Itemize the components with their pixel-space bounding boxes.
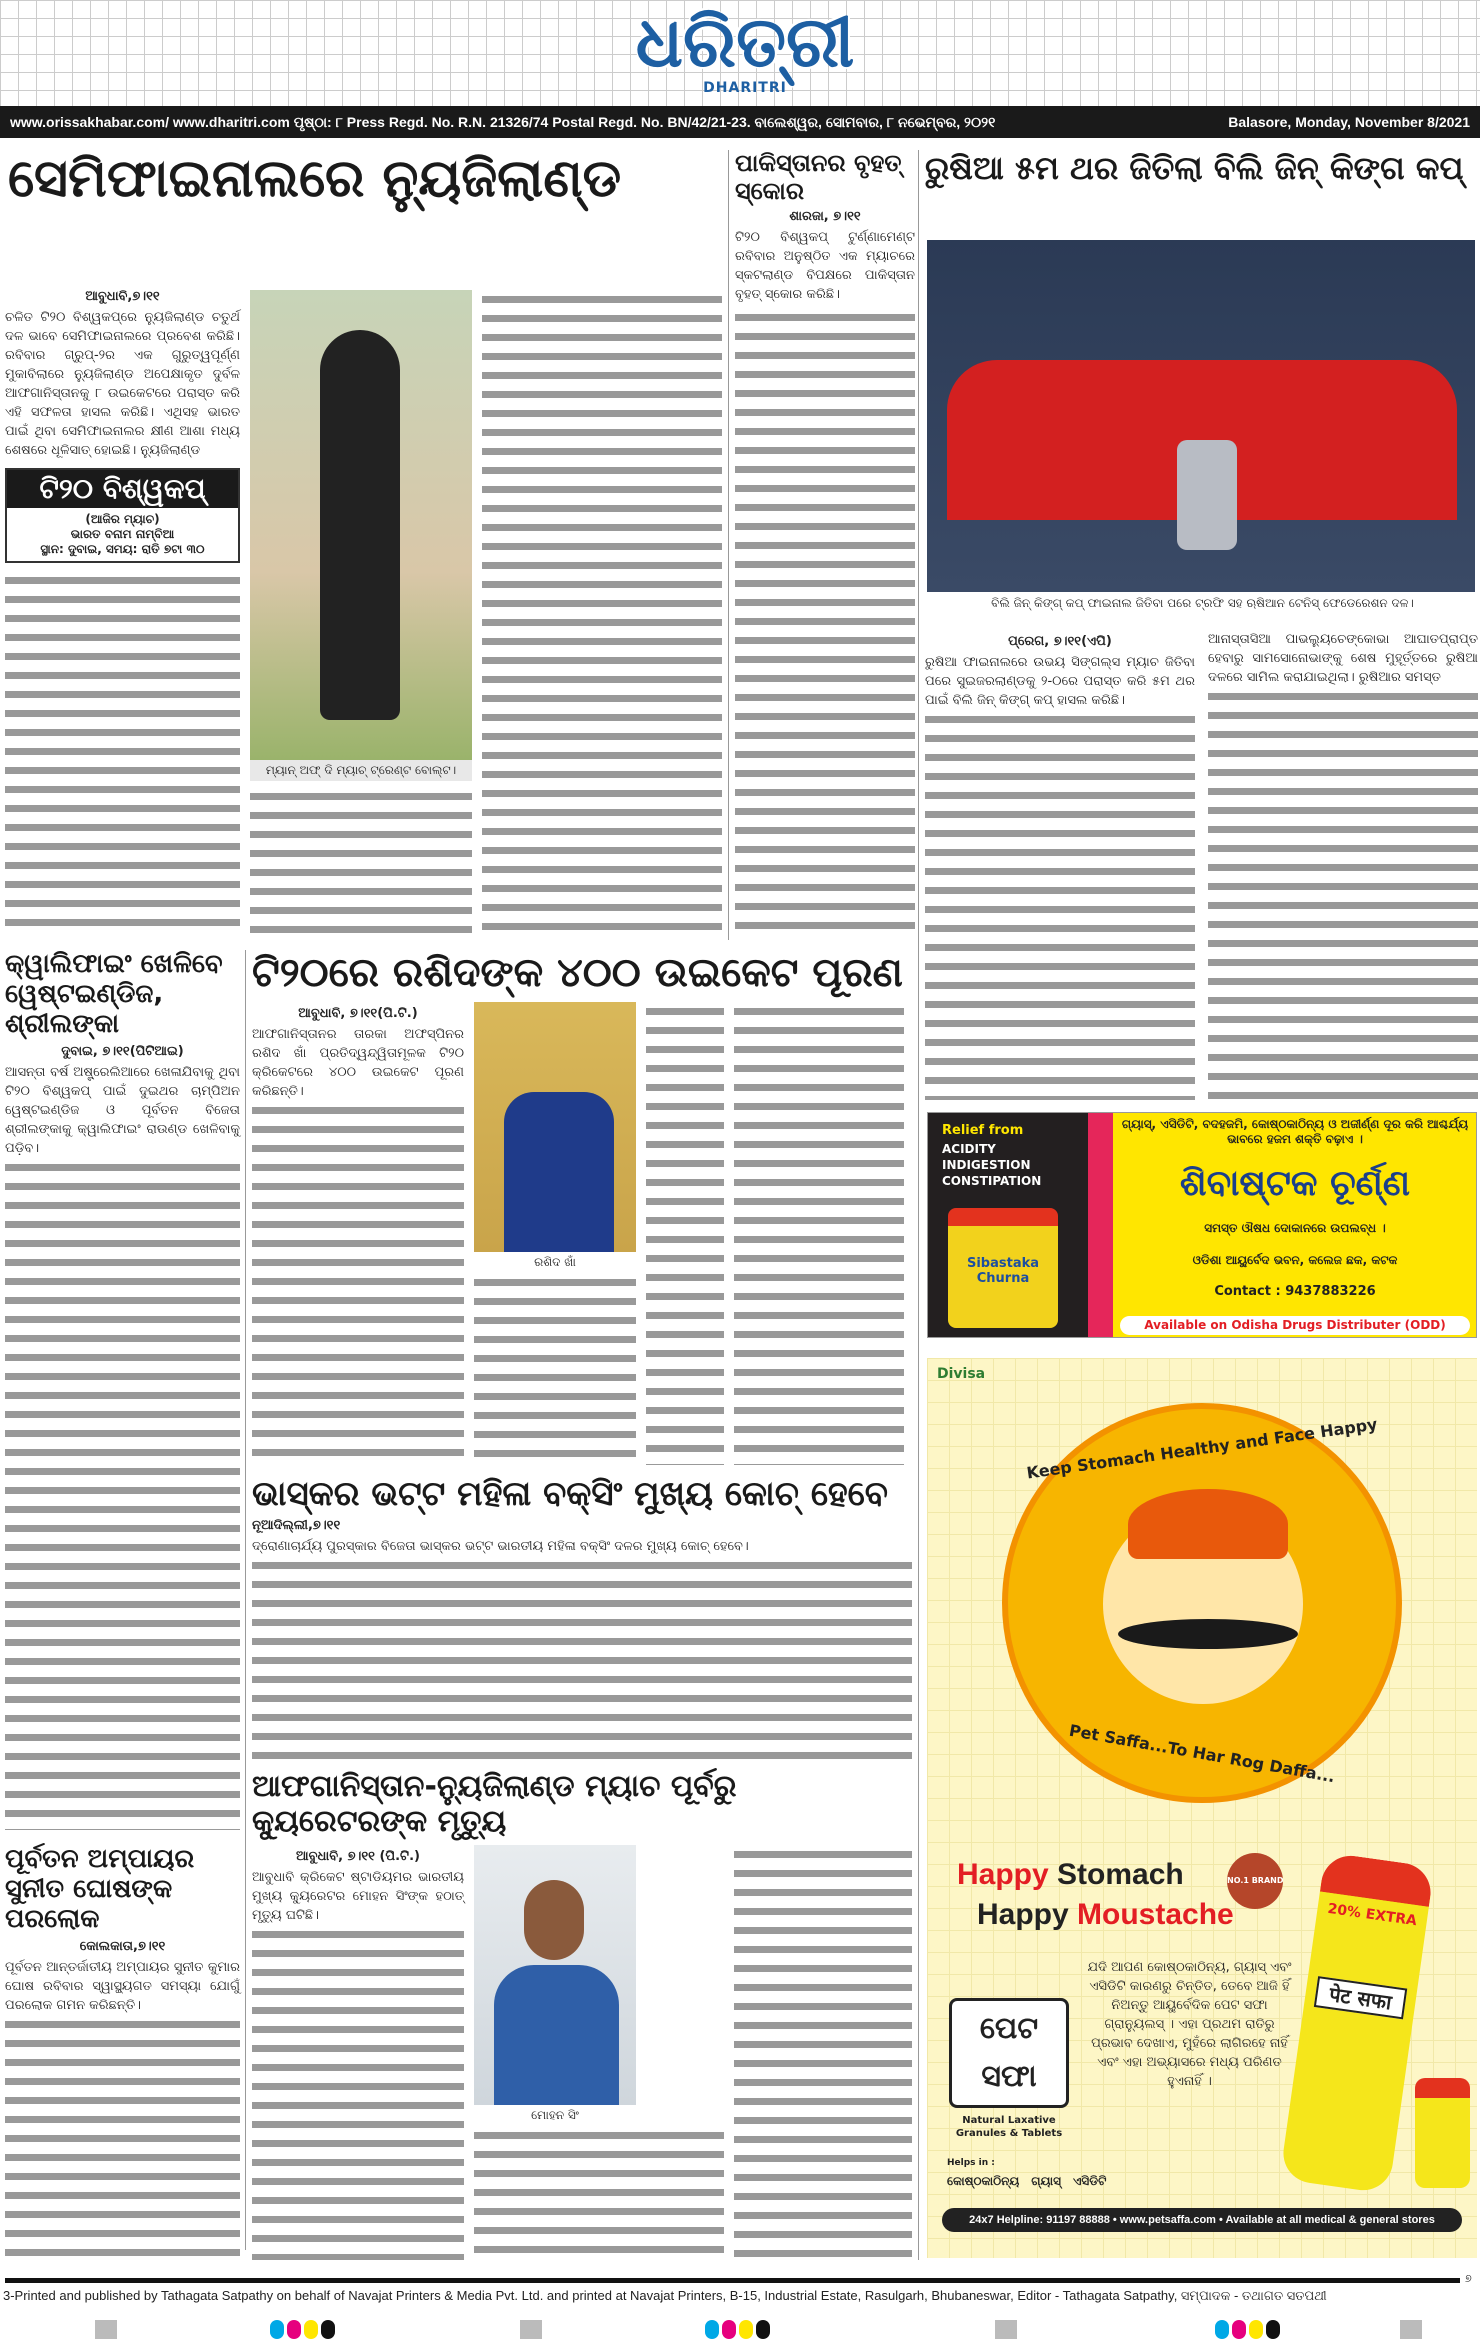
box-line: ଭାରତ ବନାମ ନାମ୍ବିଆ [70,527,175,541]
photo-caption: ମୋହନ ସିଂ [531,2108,579,2122]
photo-trent-boult [250,290,472,760]
ad-word: Moustache [1077,1898,1234,1931]
ad-extra: 20% EXTRA [1326,1900,1418,1930]
ad-body: ଯଦି ଆପଣ କୋଷ୍ଠକାଠିନ୍ୟ, ଗ୍ୟାସ୍ ଏବଂ ଏସିଡିଟି କାରଣରୁ ଚିନ୍ତିତ, ତେବେ ଆଜି ହିଁ ନିଅନ୍ତୁ ଆୟୁର୍ବେଦିକ ପେଟ ସଫା ଗ୍ରାନ୍ୟୁଲସ୍ । ଏହା ପ୍ରଥମ ରାତିରୁ ପ୍ରଭାବ ଦେଖାଏ, ମୁହଁରେ ଲାଗିରହେ ନାହିଁ ଏବଂ ଏହା ଅଭ୍ୟାସରେ ମଧ୍ୟ ପରିଣତ ହୁଏନାହିଁ । [1087,1960,1292,2089]
headline-pakistan: ପାକିସ୍ତାନର ବୃହତ୍ ସ୍କୋର [735,149,902,205]
article-text-filler [252,1556,912,1760]
article-text: ଆଫଗାନିସ୍ତାନର ତାରକା ଅଫସ୍ପିନର ରଶିଦ ଖାଁ ପ୍ରତିଦ୍ୱନ୍ଦ୍ୱିତାମୂଳକ ଟି୨୦ କ୍ରିକେଟରେ ୪୦୦ ଉଇକେଟ ପୂରଣ କରିଛନ୍ତି। [252,1027,464,1099]
photo-mohan-singh [474,1845,636,2105]
product-jar: Sibastaka Churna [948,1208,1058,1328]
box-line: (ଆଜିର ମ୍ୟାଚ) [85,512,160,526]
ad-address: ଓଡିଶା ଆୟୁର୍ବେଦ ଭବନ, କଲେଜ ଛକ, କଟକ [1192,1252,1398,1267]
dateline: ଦୁବାଇ, ୭।୧୧(ପିଟିଆଇ) [61,1043,184,1059]
rashid-columns [252,1002,914,1465]
ad-circle [1002,1403,1402,1803]
rashid-article [252,950,914,1465]
info-left: www.orissakhabar.com/ www.dharitri.com ପୃଷ୍ଠା: ୮ Press Regd. No. R.N. 21326/74 Postal Regd. No. BN/42/21-23. ବାଲେଶ୍ୱର, ସୋମବାର, ୮ ନଭେମ୍ବର, ୨୦୨୧ [10,114,996,130]
article-text-filler [252,1101,464,1465]
headline-curator: ଆଫଗାନିସ୍ତାନ-ନ୍ୟୁଜିଲାଣ୍ଡ ମ୍ୟାଚ ପୂର୍ବରୁ କ୍ୟୁରେଟରଙ୍କ ମୃତ୍ୟୁ [252,1769,737,1839]
dateline: ନୂଆଦିଲ୍ଲୀ,୭।୧୧ [252,1518,341,1534]
ad-relief: Relief from [942,1123,1024,1138]
pak-article [735,150,915,935]
ad-pet-saffa[interactable] [927,1358,1477,2258]
logo-english: DHARITRI [703,80,787,96]
ad-footer-banner: 24x7 Helpline: 91197 88888 • www.petsaffa.com • Available at all medical & general stores [942,2208,1462,2232]
info-date: Balasore, Monday, November 8/2021 [1228,114,1470,130]
article-text-filler [5,2015,240,2260]
boxing-article [252,1475,912,1760]
photo-rashid-khan [474,1002,636,1252]
ad-right [1120,1117,1470,1335]
ad-no-list [947,2173,1292,2189]
nz-photo-col [250,290,472,935]
t20-schedule-box [5,468,240,563]
article-text: ଆନାସ୍ତାସିଆ ପାଭଲ୍ୟୁଚେଙ୍କୋଭା ଆଘାତପ୍ରାପ୍ତ ହେବାରୁ ସାମସୋନୋଭାଙ୍କୁ ଶେଷ ମୁହୂର୍ତ୍ତରେ ରୁଷିଆ ଦଳରେ ସାମିଲ କରାଯାଇଥିଲା। ରୁଷିଆର ସମସ୍ତ [1208,632,1478,685]
headline-rashid: ଟି୨୦ରେ ରଶିଦଙ୍କ ୪୦୦ ଉଇକେଟ ପୂରଣ [252,950,903,996]
ad-relief-list [942,1141,1041,1189]
article-text: ଦ୍ରୋଣାଚାର୍ଯ୍ୟ ପୁରସ୍କାର ବିଜେତା ଭାସ୍କର ଭଟ୍ଟ ଭାରତୀୟ ମହିଳା ବକ୍ସିଂ ଦଳର ମୁଖ୍ୟ କୋଚ୍ ହେବେ। [252,1539,749,1555]
footer-imprint: 3-Printed and published by Tathagata Satpathy on behalf of Navajat Printers & Media Pvt. Ltd. and printed at Navajat Printers, B-15, Industrial Estate, Rasulgarh, Bhubaneswar, Editor - Tathagata Satpathy, ସମ୍ପାଦକ - ତଥାଗତ ସତପଥୀ [3,2288,1327,2303]
headline-qualifying: କ୍ୱାଲିଫାଇଂ ଖେଳିବେ ୱେଷ୍ଟଇଣ୍ଡିଜ, ଶ୍ରୀଲଙ୍କା [5,949,223,1039]
russia-col2 [1208,630,1478,1100]
dateline: କୋଲକାତା,୭।୧୧ [79,1938,166,1954]
ad-brand: ଶିବାଷ୍ଟକ ଚୂର୍ଣ୍ଣ [1179,1163,1411,1205]
relief-item: INDIGESTION [942,1158,1031,1172]
qual-article [5,950,240,1830]
dateline: ଆବୁଧାବି, ୭।୧୧ (ପି.ଟି.) [296,1849,420,1864]
ad-maker: Divisa [937,1366,986,1382]
photo-caption: ରଶିଦ ଖାଁ [534,1255,576,1269]
article-text: ଚଳିତ ଟି୨୦ ବିଶ୍ୱକପ୍‌ରେ ନ୍ୟୁଜିଲାଣ୍ଡ ଚତୁର୍ଥ ଦଳ ଭାବେ ସେମିଫାଇନାଲରେ ପ୍ରବେଶ କରିଛି। ରବିବାର ଗ୍ରୁପ୍-୨ର ଏକ ଗୁରୁତ୍ୱପୂର୍ଣ୍ଣ ମୁକାବିଲାରେ ନ୍ୟୁଜିଲାଣ୍ଡ ଅପେକ୍ଷାକୃତ ଦୁର୍ବଳ ଆଫଗାନିସ୍ତାନକୁ ୮ ଉଇକେଟରେ ପରାସ୍ତ କରି ଏହି ସଫଳତା ହାସଲ କରିଛି। ଏଥିସହ ଭାରତ ପାଇଁ ଥିବା ସେମିଫାଇନାଲର କ୍ଷୀଣ ଆଶା ମଧ୍ୟ ଶେଷରେ ଧୂଳିସାତ୍ ହୋଇଛି। ନ୍ୟୁଜିଲାଣ୍ଡ [5,310,240,458]
box-title: ଟି୨୦ ବିଶ୍ୱକପ୍ [7,470,238,508]
ad-sub: Natural Laxative Granules & Tablets [955,2115,1063,2139]
dateline: ଶାରଜା, ୭।୧୧ [789,209,861,225]
article-text-filler [1208,687,1478,1100]
info-bar [0,106,1480,138]
relief-item: CONSTIPATION [942,1174,1042,1188]
ad-word: Happy [977,1898,1069,1931]
ad-sibastaka-churna[interactable] [927,1112,1477,1338]
ad-contact: Contact : 9437883226 [1214,1283,1376,1299]
article-text: ପୂର୍ବତନ ଆନ୍ତର୍ଜାତୀୟ ଅମ୍ପାୟର ସୁନୀତ କୁମାର ଘୋଷ ରବିବାର ସ୍ୱାସ୍ଥ୍ୟଗତ ସମସ୍ୟା ଯୋଗୁଁ ପରଲୋକ ଗମନ କରିଛନ୍ତି। [5,1959,240,2013]
curator-photo-col [474,1845,724,2260]
headline-boxing: ଭାସ୍କର ଭଟ୍ଟ ମହିଳା ବକ୍ସିଂ ମୁଖ୍ୟ କୋଚ୍ ହେବେ [252,1474,888,1514]
dateline: ପ୍ରେଗ, ୭।୧୧(ଏପି) [1008,634,1112,649]
article-text-filler [646,1002,724,1465]
ad-tagline: ଗ୍ୟାସ୍, ଏସିଡିଟି, ବଦହଜମି, କୋଷ୍ଠକାଠିନ୍ୟ ଓ ଅଜୀର୍ଣ୍ଣ ଦୂର କରି ଆଶ୍ଚର୍ଯ୍ୟ ଭାବରେ ହଜମ ଶକ୍ତି ବଢ଼ାଏ । [1121,1117,1469,1146]
ad-helps: Helps in : [947,2158,995,2168]
photo-caption: ମ୍ୟାନ୍ ଅଫ୍ ଦି ମ୍ୟାଚ୍ ଟ୍ରେଣ୍ଟ ବୋଲ୍ଟ। [250,760,472,781]
photo-russia-team [927,240,1475,592]
ad-heading-1 [957,1858,1184,1892]
dateline: ଆବୁଧାବି, ୭।୧୧(ପି.ଟି.) [298,1006,418,1021]
column-rule [245,950,246,2250]
no-item: ଗ୍ୟାସ୍ [1031,2174,1061,2188]
russia-col1 [925,630,1195,1100]
dateline: ଆବୁଧାବି,୭।୧୧ [85,289,160,304]
curator-article [252,1770,912,2260]
headline-nz: ସେମିଫାଇନାଲରେ ନ୍ୟୁଜିଲାଣ୍ଡ [8,149,622,209]
rashid-photo-col [474,1002,636,1465]
article-text-filler [482,290,722,935]
nz-col1 [5,285,240,935]
article-text-filler [474,1273,636,1465]
footer-rule [5,2278,1460,2283]
ad-word: Happy [957,1858,1049,1891]
article-text: ରୁଷିଆ ଫାଇନାଲରେ ଉଭୟ ସିଙ୍ଗଲ୍ସ ମ୍ୟାଚ ଜିତିବା ପରେ ସୁଇଜରଲାଣ୍ଡକୁ ୨-୦ରେ ପରାସ୍ତ କରି ୫ମ ଥର ପାଇଁ ବିଲି ଜିନ୍ କିଙ୍ଗ୍ କପ୍ ହାସଲ କରିଛି। [925,655,1195,708]
page-number: ୭ [1465,2272,1472,2285]
ad-badge: NO.1 BRAND [1227,1853,1283,1909]
dharitri-logo[interactable] [600,1,890,102]
article-text-filler [734,1845,912,2260]
headline-umpire: ପୂର୍ବତନ ଅମ୍ପାୟର ସୁନୀତ ଘୋଷଙ୍କ ପରଲୋକ [5,1844,195,1934]
no-item: କୋଷ୍ଠକାଠିନ୍ୟ [947,2174,1020,2188]
article-text-filler [734,1002,904,1465]
column-rule [728,150,729,940]
article-text-filler [474,2126,724,2260]
umpire-article [5,1845,240,2260]
rashid-col1 [252,1002,464,1465]
headline-russia: ରୁଷିଆ ୫ମ ଥର ଜିତିଲା ବିଲି ଜିନ୍ କିଙ୍ଗ କପ୍ [925,149,1464,187]
ad-arc-top: Keep Stomach Healthy and Face Happy [1025,1414,1379,1483]
product-bottle [1280,1852,1435,2194]
article-text: ଆସନ୍ତା ବର୍ଷ ଅଷ୍ଟ୍ରେଲିଆରେ ଖେଳାଯିବାକୁ ଥିବା ଟି୨୦ ବିଶ୍ୱକପ୍ ପାଇଁ ଦୁଇଥର ଚାମ୍ପିଅନ ୱେଷ୍ଟଇଣ୍ଡିଜ ଓ ପୂର୍ବତନ ବିଜେତା ଶ୍ରୀଲଙ୍କାକୁ କ୍ୱାଲିଫାଇଂ ରାଉଣ୍ଡ ଖେଳିବାକୁ ପଡ଼ିବ। [5,1064,240,1156]
ad-banner: Available on Odisha Drugs Distributer (ODD) [1120,1316,1470,1335]
article-text-filler [5,571,240,935]
box-line: ସ୍ଥାନ: ଦୁବାଇ, ସମୟ: ରାତି ୭ଟା ୩୦ [40,542,205,556]
article-text-filler [735,308,915,935]
article-text: ଟି୨୦ ବିଶ୍ୱକପ୍ ଟୁର୍ଣ୍ଣାମେଣ୍ଟ ରବିବାର ଅନୁଷ୍ଠିତ ଏକ ମ୍ୟାଚରେ ସ୍କଟଲାଣ୍ଡ ବିପକ୍ଷରେ ପାକିସ୍ତାନ ବୃହତ୍ ସ୍କୋର କରିଛି। [735,230,915,303]
article-text-filler [252,1925,464,2260]
column-rule [918,150,919,2260]
curator-columns [252,1845,912,2260]
article-text: ଆବୁଧାବି କ୍ରିକେଟ ଷ୍ଟାଡିୟମର ଭାରତୀୟ ମୁଖ୍ୟ କ୍ୟୁରେଟର ମୋହନ ସିଂଙ୍କ ହଠାତ୍ ମୃତ୍ୟୁ ଘଟିଛି। [252,1870,464,1923]
bottle-label: पेट सफा [1314,1976,1407,2019]
product-tablets [1415,2078,1470,2188]
curator-col1 [252,1845,464,2260]
ad-logo: ପେଟ ସଫା [949,1998,1069,2108]
ad-arc-bottom: Pet Saffa...To Har Rog Daffa... [1067,1720,1337,1787]
registration-marks [0,2320,1480,2339]
article-text-filler [250,787,472,935]
no-item: ଏସିଡିଟି [1072,2174,1107,2188]
relief-item: ACIDITY [942,1142,996,1156]
ad-word: Stomach [1057,1858,1184,1891]
ad-heading-2 [977,1898,1234,1932]
article-text-filler [925,710,1195,1100]
photo-caption: ବିଲି ଜିନ୍ କିଙ୍ଗ୍ କପ୍ ଫାଇନାଲ ଜିତିବା ପରେ ଟ୍ରଫି ସହ ଋଷିଆନ ଟେନିସ୍ ଫେଡେରେଶନ ଦଳ। [991,596,1414,610]
logo-odia: ଧରିତ୍ରୀ [635,1,855,83]
ad-line: ସମସ୍ତ ଔଷଧ ଦୋକାନରେ ଉପଲବ୍ଧ । [1204,1221,1386,1236]
article-text-filler [5,1158,240,1830]
